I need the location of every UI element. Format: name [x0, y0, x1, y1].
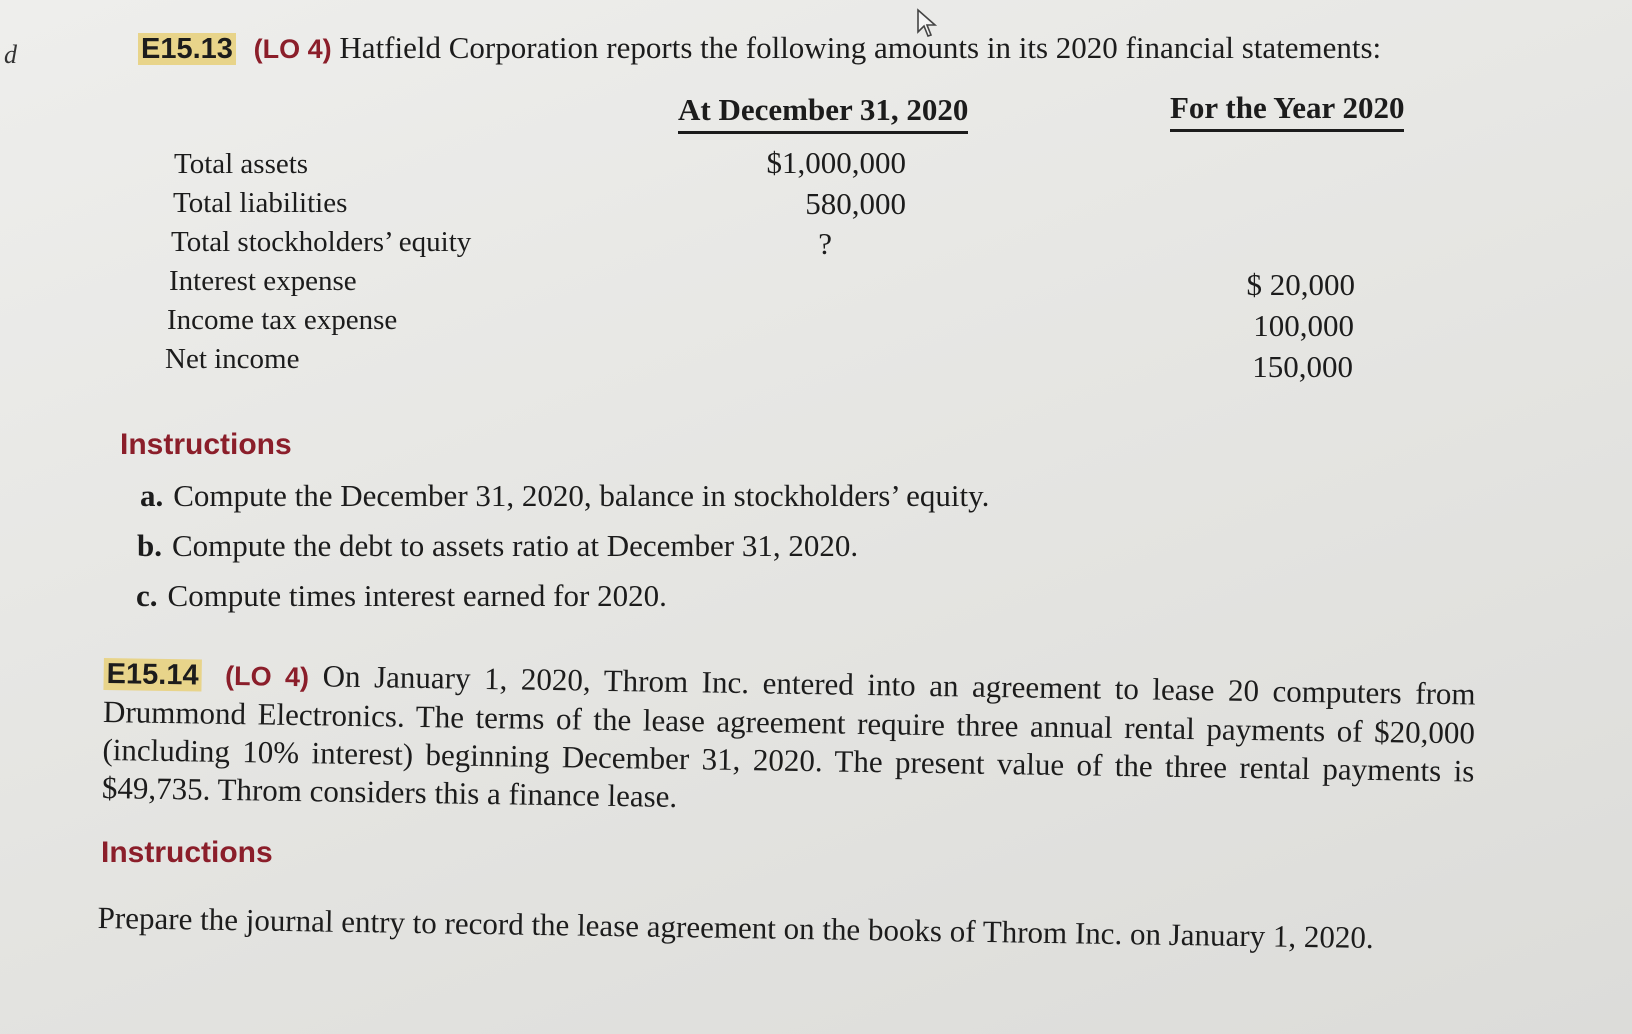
row-label-net-income: Net income [165, 343, 300, 375]
instruction-a [140, 478, 989, 514]
exercise-e1514-paragraph [102, 654, 1476, 829]
instruction-letter: a. [140, 478, 164, 513]
learning-objective: (LO 4) [253, 34, 332, 64]
value-total-liabilities: 580,000 [805, 186, 906, 221]
instruction-text: Compute times interest earned for 2020. [167, 578, 667, 613]
value-interest-expense: $ 20,000 [1246, 267, 1355, 302]
instruction-c [136, 578, 667, 614]
learning-objective: (LO 4) [224, 660, 310, 693]
column-header-year: For the Year 2020 [1170, 90, 1404, 132]
exercise-text: On January 1, 2020, Throm Inc. entered into an agreement to lease 20 computers from Drummond Electronics. The terms of the lease agreement require three annual rental payments of $20,000 (including 10% interest) beginning December 31, 2020. The present value of the three rental payments is $49,735. Throm considers this a finance lease. [101, 658, 1476, 815]
row-label-stockholders-equity: Total stockholders’ equity [171, 226, 472, 258]
exercise-number: E15.14 [103, 658, 201, 692]
row-label-total-liabilities: Total liabilities [173, 187, 348, 219]
instruction-journal-entry: Prepare the journal entry to record the lease agreement on the books of Throm Inc. on January 1, 2020. [97, 900, 1374, 956]
row-label-interest-expense: Interest expense [169, 265, 357, 297]
instructions-heading-e1514: Instructions [101, 836, 273, 869]
row-label-income-tax-expense: Income tax expense [167, 304, 398, 336]
instruction-text: Compute the December 31, 2020, balance in stockholders’ equity. [173, 478, 990, 513]
exercise-number: E15.13 [138, 33, 236, 65]
row-label-total-assets: Total assets [174, 148, 309, 180]
exercise-intro: Hatfield Corporation reports the following amounts in its 2020 financial statements: [339, 30, 1382, 65]
value-net-income: 150,000 [1252, 349, 1353, 384]
instructions-heading-e1513: Instructions [120, 428, 292, 461]
instruction-b [137, 528, 858, 564]
exercise-e1513-heading [138, 30, 1381, 66]
column-header-dec31: At December 31, 2020 [678, 92, 968, 134]
instruction-letter: c. [136, 578, 158, 613]
value-stockholders-equity: ? [818, 226, 832, 261]
value-income-tax-expense: 100,000 [1253, 308, 1354, 343]
margin-mark: d [4, 40, 17, 69]
instruction-text: Compute the debt to assets ratio at December 31, 2020. [172, 528, 859, 563]
instruction-letter: b. [137, 528, 162, 563]
value-total-assets: $1,000,000 [766, 145, 906, 180]
